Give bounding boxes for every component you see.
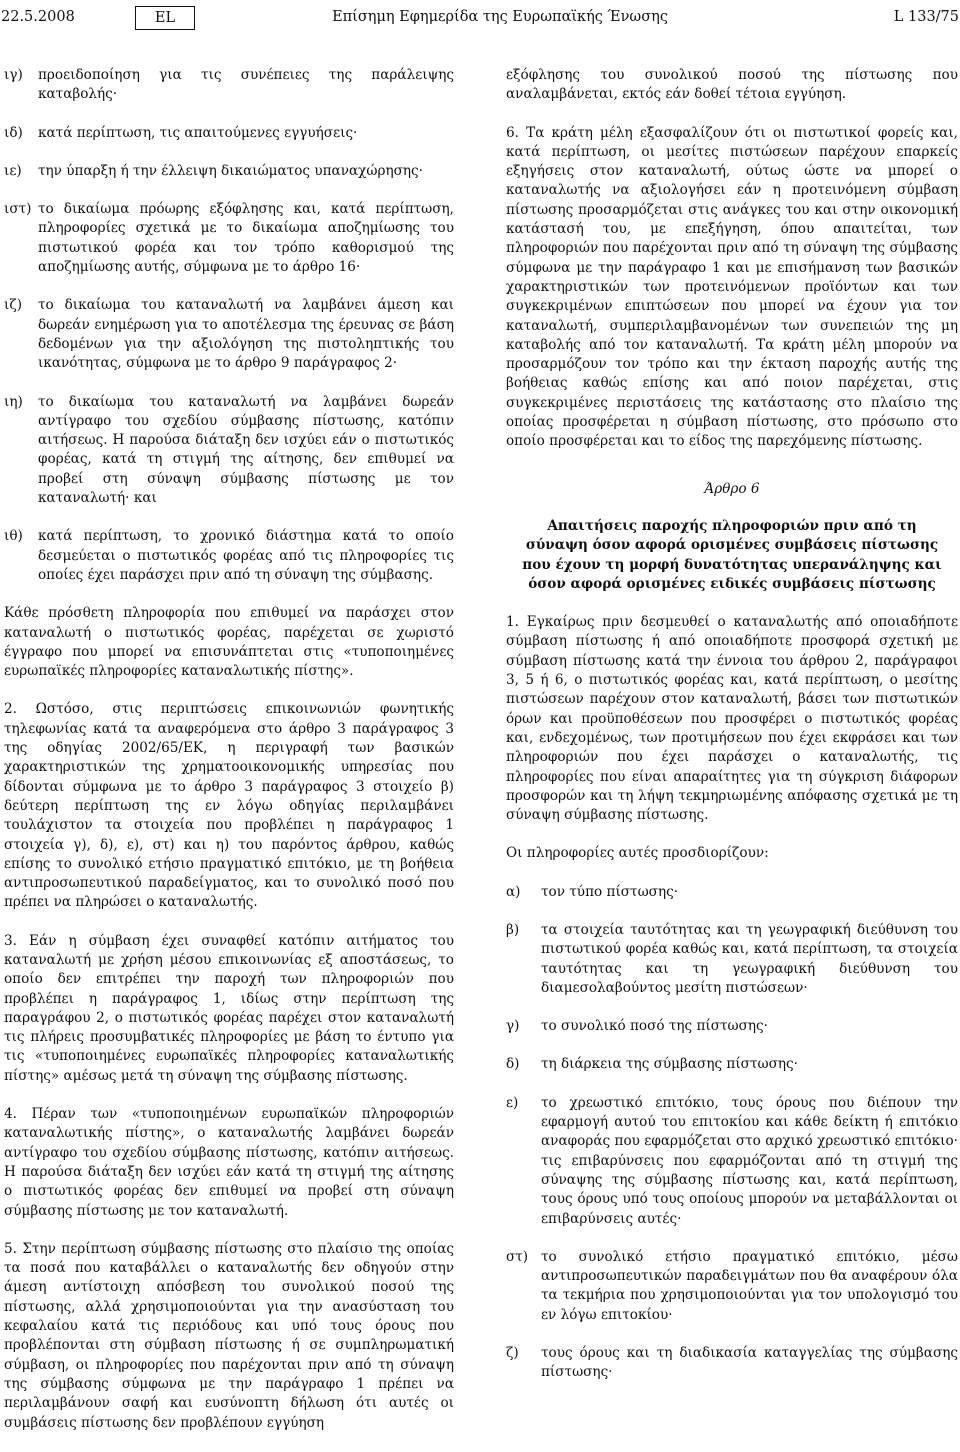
- paragraph: 5. Στην περίπτωση σύμβασης πίστωσης στο πλαίσιο της οποίας τα ποσά που καταβάλλει ο καταναλωτής δεν οδηγούν στην άμεση αντίστοιχη απόσβεση του συνολικού ποσού της πίστωσης, αλλά χρησιμοποιούνται για την ανασύσταση του κεφαλαίου κατά τις περιόδους και υπό τους όρους που προβλέπονται στη σύμβαση πίστωσης ή σε συμπληρωματική σύμβαση, οι πληροφορίες που παρέχονται πριν από τη σύναψη της σύμβασης σύμφωνα με την παράγραφο 1 πρέπει να περιλαμβάνουν σαφή και ευσύνοπτη δήλωση ότι αυτές οι συμβάσεις πίστωσης δεν προβλέπουν εγγύηση: [4, 1240, 454, 1431]
- list-item-text: το δικαίωμα πρόωρης εξόφλησης και, κατά περίπτωση, πληροφορίες σχετικά με το δικαίωμα αποζημίωσης του πιστωτικού φορέα και τον τρόπο καθορισμού της αποζημίωσης αυτής, σύμφωνα με το άρθρο 16·: [38, 201, 454, 276]
- list-item: [4, 162, 454, 181]
- page-number: L 133/75: [893, 9, 959, 25]
- journal-title: Επίσημη Εφημερίδα της Ευρωπαϊκής Ένωσης: [332, 9, 668, 25]
- language-badge: EL: [135, 6, 195, 30]
- list-item-text: το χρεωστικό επιτόκιο, τους όρους που διέπουν την εφαρμογή αυτού του επιτοκίου και κάθε δείκτη ή επιτόκιο αναφοράς που εφαρμόζεται στο αρχικό χρεωστικό επιτόκιο· τις επιβαρύνσεις που εφαρμόζονται από τη στιγμή της σύναψης της σύμβασης πίστωσης και, κατά περίπτωση, τους όρους υπό τους οποίους μπορούν να μεταβάλλονται οι επιβαρύνσεις αυτές·: [541, 1094, 958, 1227]
- list-item: [506, 1248, 958, 1325]
- list-item: [506, 1055, 958, 1074]
- left-column: [4, 66, 454, 1452]
- list-item-label: ιγ): [4, 67, 23, 83]
- list-item-text: κατά περίπτωση, το χρονικό διάστημα κατά το οποίο δεσμεύεται ο πιστωτικός φορέας από τις πληροφορίες τις οποίες έχει παράσχει πριν από τη σύναψη της σύμβασης.: [38, 528, 454, 583]
- list-item: [4, 124, 454, 143]
- list-item-label: ιθ): [4, 528, 23, 545]
- list-item-label: ιη): [4, 393, 23, 410]
- list-item-text: το δικαίωμα του καταναλωτή να λαμβάνει άμεση και δωρεάν ενημέρωση για το αποτέλεσμα της έρευνας σε βάση δεδομένων για την αξιολόγηση της πιστοληπτικής του ικανότητας, σύμφωνα με το άρθρο 9 παράγραφος 2·: [38, 297, 454, 372]
- paragraph: 4. Πέραν των «τυποποιημένων ευρωπαϊκών πληροφοριών καταναλωτικής πίστης», ο καταναλωτής λαμβάνει δωρεάν αντίγραφο του σχεδίου σύμβασης πίστωσης, κατόπιν αιτήσεως. Η παρούσα διάταξη δεν ισχύει εάν κατά τη στιγμή της αίτησης ο πιστωτικός φορέας δεν επιθυμεί να προβεί στη σύναψη σύμβασης πίστωσης με τον καταναλωτή.: [4, 1106, 454, 1219]
- list-item-label: ιδ): [4, 124, 23, 141]
- list-item-text: την ύπαρξη ή την έλλειψη δικαιώματος υπαναχώρησης·: [38, 162, 423, 179]
- list-item-text: τους όρους και τη διαδικασία καταγγελίας της σύμβασης πίστωσης·: [541, 1345, 958, 1381]
- article-title: Απαιτήσεις παροχής πληροφοριών πριν από τη σύναψη όσον αφορά ορισμένες συμβάσεις πίστωσης που έχουν τη μορφή δυνατότητας υπερανάληψης και όσον αφορά ορισμένες ειδικές συμβάσεις πίστωσης: [522, 517, 942, 592]
- list-item-text: κατά περίπτωση, τις απαιτούμενες εγγυήσεις·: [38, 124, 358, 141]
- list-item: [4, 296, 454, 373]
- paragraph: 3. Εάν η σύμβαση έχει συναφθεί κατόπιν αιτήματος του καταναλωτή με χρήση μέσου επικοινωνίας εξ αποστάσεως, το οποίο δεν επιτρέπει την παροχή των πληροφοριών που προβλέπει η παράγραφος 1, ιδίως στην περίπτωση της παραγράφου 2, ο πιστωτικός φορέας παρέχει στον καταναλωτή τις πλήρεις προσυμβατικές πληροφορίες με βάση το έντυπο για τις «τυποποιημένες ευρωπαϊκές πληροφορίες καταναλωτικής πίστης» αμέσως μετά τη σύναψη της σύμβασης πίστωσης.: [4, 932, 454, 1084]
- list-item-text: το δικαίωμα του καταναλωτή να λαμβάνει δωρεάν αντίγραφο του σχεδίου σύμβασης πίστωσης, κατόπιν αιτήσεως. Η παρούσα διάταξη δεν ισχύει εάν ο πιστωτικός φορέας, κατά τη στιγμή της αίτησης, δεν επιθυμεί να προβεί στη σύναψη σύμβασης πίστωσης με τον καταναλωτή· και: [38, 393, 454, 507]
- list-item-label: ιστ): [4, 201, 32, 218]
- list-item: [506, 921, 958, 998]
- list-item-label: δ): [506, 1056, 520, 1073]
- paragraph: 1. Εγκαίρως πριν δεσμευθεί ο καταναλωτής από οποιαδήποτε σύμβαση πίστωσης ή από οποιαδήποτε προσφορά σχετική με σύμβαση πίστωσης κατά την έννοια του άρθρου 2, παράγραφοι 3, 5 ή 6, ο πιστωτικός φορέας και, κατά περίπτωση, ο μεσίτης πιστώσεων παρέχουν στον καταναλωτή, βάσει των πιστωτικών όρων και προϋποθέσεων που προσφέρει ο πιστωτικός φορέας και, ενδεχομένως, των προτιμήσεων που έχει εκφράσει και των πληροφοριών που έχει παράσχει ο καταναλωτής, τις πληροφορίες που είναι απαραίτητες για τη σύγκριση διάφορων προσφορών και τη λήψη τεκμηριωμένης απόφασης σχετικά με τη σύναψη σύμβασης πίστωσης.: [506, 614, 958, 824]
- paragraph: 2. Ωστόσο, στις περιπτώσεις επικοινωνιών φωνητικής τηλεφωνίας κατά τα αναφερόμενα στο άρθρο 3 παράγραφος 3 της οδηγίας 2002/65/ΕΚ, η περιγραφή των βασικών χαρακτηριστικών της χρηματοοικονομικής υπηρεσίας που δίδονται σύμφωνα με το άρθρο 3 παράγραφος 3 στοιχείο β) δεύτερη περίπτωση της εν λόγω οδηγίας περιλαμβάνει τουλάχιστον τα στοιχεία που προβλέπει η παράγραφος 1 στοιχεία γ), δ), ε), στ) και η) του παρόντος άρθρου, καθώς επίσης το συνολικό ετήσιο πραγματικό επιτόκιο, με τη βοήθεια αντιπροσωπευτικού παραδείγματος, και το συνολικό ποσό που πρέπει να πληρώσει ο καταναλωτής.: [4, 701, 454, 911]
- list-item-label: ιζ): [4, 297, 23, 314]
- list-item-label: στ): [506, 1248, 529, 1265]
- list-item-label: β): [506, 921, 520, 938]
- paragraph: Οι πληροφορίες αυτές προσδιορίζουν:: [506, 845, 769, 862]
- paragraph: Κάθε πρόσθετη πληροφορία που επιθυμεί να παράσχει στον καταναλωτή ο πιστωτικός φορέας, παρέχεται σε χωριστό έγγραφο που μπορεί να επισυνάπτεται στις «τυποποιημένες ευρωπαϊκές πληροφορίες καταναλωτικής πίστης».: [4, 605, 454, 680]
- list-item: [4, 200, 454, 277]
- list-item-text: τη διάρκεια της σύμβασης πίστωσης·: [541, 1056, 798, 1073]
- list-item-text: το συνολικό ετήσιο πραγματικό επιτόκιο, μέσω αντιπροσωπευτικών παραδειγμάτων που θα αναφέρουν όλα τα τεκμήρια που χρησιμοποιούνται για τον υπολογισμό του εν λόγω επιτοκίου·: [541, 1248, 958, 1323]
- list-item: [4, 66, 454, 105]
- list-item-label: ιε): [4, 162, 22, 179]
- list-item-label: ε): [506, 1094, 519, 1111]
- list-item-label: ζ): [506, 1345, 519, 1362]
- list-item: [506, 883, 958, 902]
- right-column: [506, 66, 958, 1402]
- list-item-label: γ): [506, 1018, 520, 1035]
- list-item-text: το συνολικό ποσό της πίστωσης·: [541, 1018, 768, 1035]
- list-item: [4, 527, 454, 585]
- paragraph: εξόφλησης του συνολικού ποσού της πίστωσης που αναλαμβάνεται, εκτός εάν δοθεί τέτοια εγγύηση.: [506, 67, 958, 103]
- list-item: [506, 1017, 958, 1036]
- list-item-text: τα στοιχεία ταυτότητας και τη γεωγραφική διεύθυνση του πιστωτικού φορέα καθώς και, κατά περίπτωση, τα στοιχεία ταυτότητας και τη γεωγραφική διεύθυνση του διαμεσολαβούντος μεσίτη πιστώσεων·: [541, 921, 958, 996]
- list-item: [506, 1094, 958, 1229]
- page-header: [0, 6, 960, 30]
- list-item-text: προειδοποίηση για τις συνέπειες της παράλειψης καταβολής·: [38, 67, 454, 103]
- list-item: [506, 1344, 958, 1383]
- article-number: Άρθρο 6: [704, 480, 760, 497]
- list-item: [4, 393, 454, 509]
- list-item-label: α): [506, 883, 521, 900]
- paragraph: 6. Τα κράτη μέλη εξασφαλίζουν ότι οι πιστωτικοί φορείς και, κατά περίπτωση, οι μεσίτες πιστώσεων παρέχουν επαρκείς εξηγήσεις στον καταναλωτή, ούτως ώστε να μπορεί ο καταναλωτής να αξιολογήσει εάν η προτεινόμενη σύμβαση πίστωσης προσαρμόζεται στις ανάγκες του και στην οικονομική κατάστασή του, με επεξήγηση, όπου απαιτείται, των πληροφοριών που παρέχονται πριν από τη σύναψη της σύμβασης σύμφωνα με την παράγραφο 1 και με επισήμανση των βασικών χαρακτηριστικών των προτεινόμενων προϊόντων και των συγκεκριμένων επιπτώσεων που μπορεί να έχουν για τον καταναλωτή, συμπεριλαμβανομένων των συνεπειών της μη καταβολής από τον καταναλωτή. Τα κράτη μέλη μπορούν να προσαρμόζουν τον τρόπο και την έκταση παροχής αυτής της βοήθειας καθώς επίσης και από ποιον παρέχεται, στις συγκεκριμένες περιστάσεις της κατάστασης στο πλαίσιο της οποίας προσφέρεται η σύμβαση πίστωσης, στο πρόσωπο στο οποίο προσφέρεται και το είδος της παρεχόμενης πίστωσης.: [506, 124, 958, 450]
- list-item-text: τον τύπο πίστωσης·: [541, 883, 679, 900]
- header-date: 22.5.2008: [1, 9, 75, 25]
